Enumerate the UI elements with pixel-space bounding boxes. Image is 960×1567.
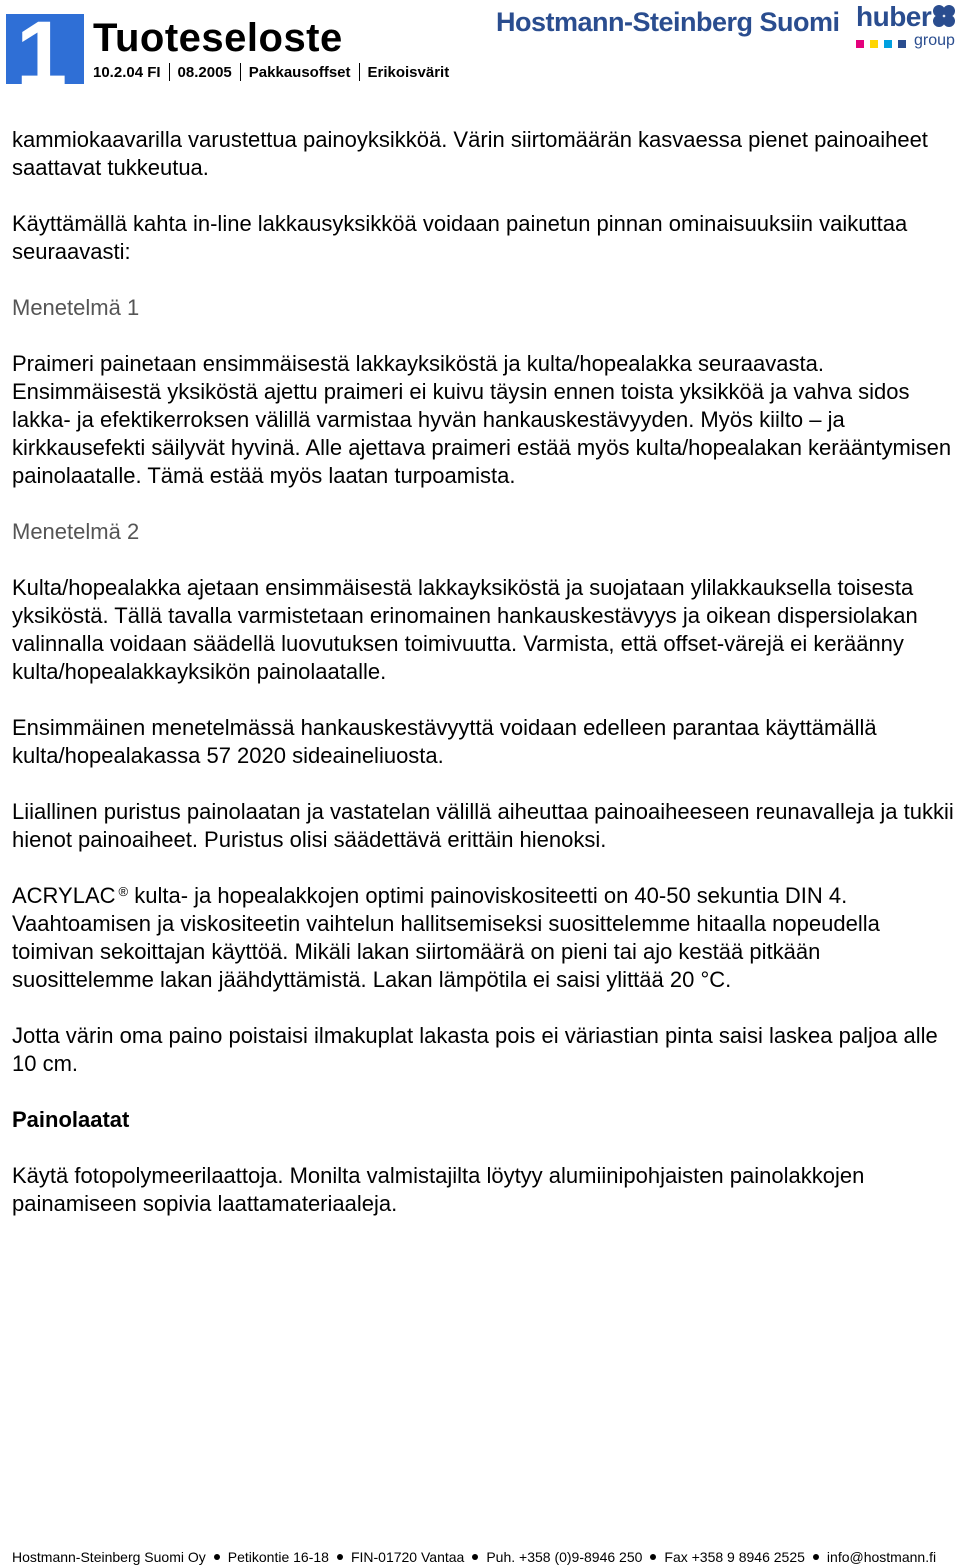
section-number-badge xyxy=(6,14,84,84)
document-body xyxy=(12,126,960,1246)
acrylac-brand: ACRYLAC xyxy=(12,883,116,908)
huber-logo-word: huber xyxy=(856,1,932,32)
bullet-icon xyxy=(813,1554,819,1560)
footer-city: FIN-01720 Vantaa xyxy=(350,1549,465,1565)
footer-phone: Puh. +358 (0)9-8946 250 xyxy=(486,1549,643,1565)
bullet-icon xyxy=(650,1554,656,1560)
huber-group-logo xyxy=(856,2,960,52)
document-title: Tuoteseloste xyxy=(93,16,343,60)
bullet-icon xyxy=(337,1554,343,1560)
section-heading-menetelma-1: Menetelmä 1 xyxy=(12,295,140,320)
meta-separator xyxy=(169,63,170,81)
bullet-icon xyxy=(472,1554,478,1560)
huber-logo-group: group xyxy=(914,32,955,49)
meta-separator xyxy=(359,63,360,81)
registered-mark: ® xyxy=(118,884,129,899)
paragraph: Käytä fotopolymeerilaattoja. Monilta valmistajilta löytyy alumiinipohjaisten painolakkojen painamiseen sopivia laattamateriaaleja. xyxy=(12,1163,865,1216)
paragraph-acrylac xyxy=(12,882,960,994)
cyan-square-icon xyxy=(884,40,892,48)
section-number: 1 xyxy=(16,14,68,84)
magenta-square-icon xyxy=(856,40,864,48)
paragraph: Liiallinen puristus painolaatan ja vastatelan välillä aiheuttaa painoaiheeseen reunavalleja ja tukkii hienot painoaiheet. Puristus olisi säädettävä erittäin hienoksi. xyxy=(12,799,954,852)
dark-square-icon xyxy=(898,40,906,48)
paragraph: Käyttämällä kahta in-line lakkausyksikköä voidaan painetun pinnan ominaisuuksiin vaikuttaa seuraavasti: xyxy=(12,211,908,264)
meta-date: 08.2005 xyxy=(177,63,232,81)
document-meta xyxy=(93,62,449,82)
footer-email[interactable]: info@hostmann.fi xyxy=(826,1549,937,1565)
paragraph: Praimeri painetaan ensimmäisestä lakkayksiköstä ja kulta/hopealakka seuraavasta. Ensimmäisestä yksiköstä ajettu praimeri ei kuivu täysin ennen toista yksikköä ja vahva sidos lakka- ja efektikerroksen välillä varmistaa hyvän hankauskestävyyden. Myös kiilto – ja kirkkausefekti säilyvät hyvinä. Alle ajettava praimeri estää myös kulta/hopealakan kerääntymisen painolaatalle. Tämä estää myös laatan turpoamista. xyxy=(12,351,952,488)
meta-category: Pakkausoffset xyxy=(248,63,351,81)
yellow-square-icon xyxy=(870,40,878,48)
paragraph: Ensimmäinen menetelmässä hankauskestävyyttä voidaan edelleen parantaa käyttämällä kulta/hopealakassa 57 2020 sideaineliuosta. xyxy=(12,715,877,768)
meta-subcategory: Erikoisvärit xyxy=(367,63,450,81)
paragraph: kammiokaavarilla varustettua painoyksikköä. Värin siirtomäärän kasvaessa pienet painoaiheet saattavat tukkeutua. xyxy=(12,127,928,180)
paragraph: Jotta värin oma paino poistaisi ilmakuplat lakasta pois ei väriastian pinta saisi laskea paljoa alle 10 cm. xyxy=(12,1023,938,1076)
bullet-icon xyxy=(214,1554,220,1560)
paragraph: Kulta/hopealakka ajetaan ensimmäisestä lakkayksiköstä ja suojataan ylilakkauksella toisesta yksiköstä. Tällä tavalla varmistetaan erinomainen hankauskestävyys ja oikean dispersiolakan valinnalla voidaan säädellä luovutuksen toimivuutta. Varmista, että offset-värejä ei keräänny kulta/hopealakkayksikön painolaatalle. xyxy=(12,575,918,684)
clover-icon xyxy=(931,3,957,29)
footer-fax: Fax +358 9 8946 2525 xyxy=(664,1549,805,1565)
section-heading-painolaatat: Painolaatat xyxy=(12,1107,130,1132)
page-footer xyxy=(12,1548,960,1566)
meta-separator xyxy=(240,63,241,81)
acrylac-text: kulta- ja hopealakkojen optimi painoviskositeetti on 40-50 sekuntia DIN 4. Vaahtoamisen ja viskositeetin vaihtelun hallitsemiseksi suosittelemme hitaalla nopeudella toimivan sekoittajan käyttöä. Mikäli lakan siirtomäärä on pieni tai ajo kestää pitkään suosittelemme lakan jäähdyttämistä. Lakan lämpötila ei saisi ylittää 20 °C. xyxy=(12,883,880,992)
page-header xyxy=(0,0,960,90)
footer-street: Petikontie 16-18 xyxy=(227,1549,329,1565)
footer-company: Hostmann-Steinberg Suomi Oy xyxy=(12,1549,206,1565)
meta-code: 10.2.04 FI xyxy=(93,63,161,81)
hostmann-steinberg-logo: Hostmann-Steinberg Suomi xyxy=(496,7,840,37)
section-heading-menetelma-2: Menetelmä 2 xyxy=(12,519,140,544)
